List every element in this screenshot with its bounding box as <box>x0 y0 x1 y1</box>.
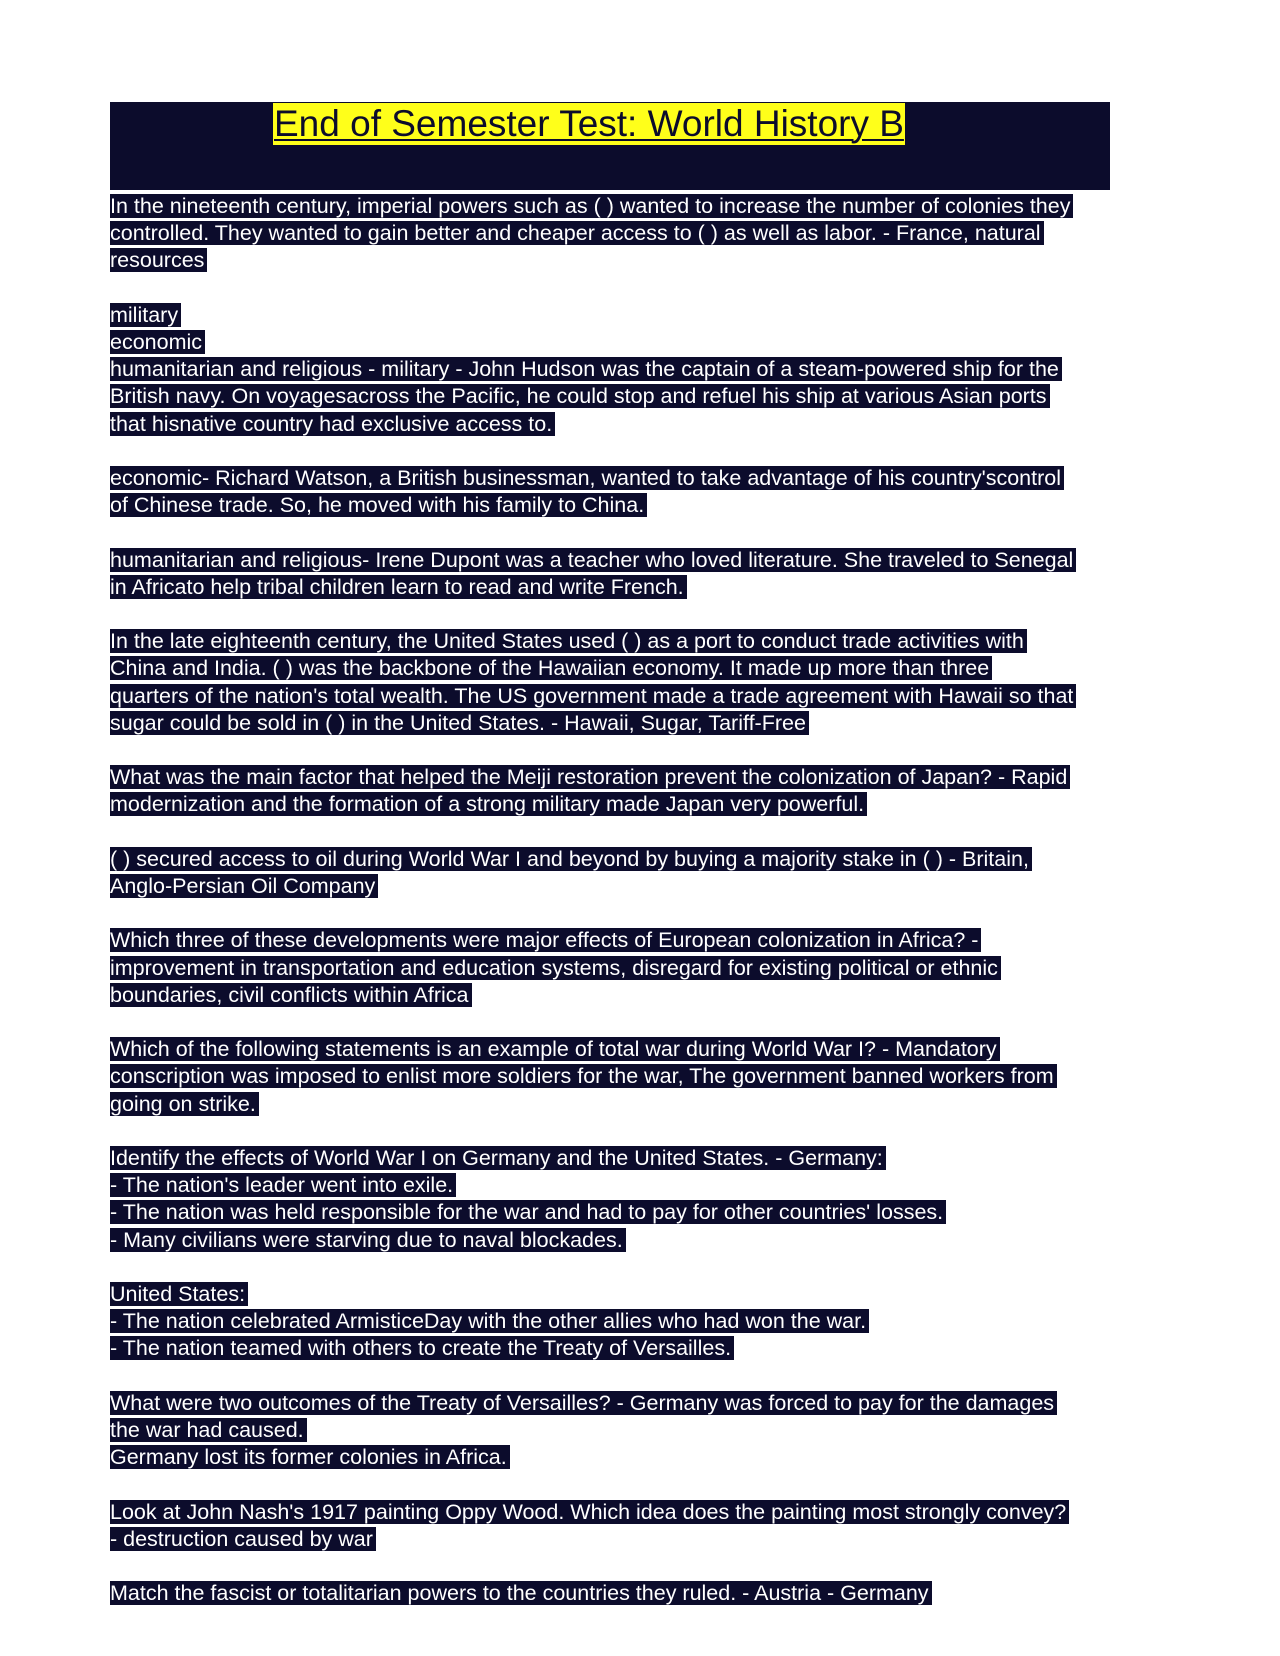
text-line: United States: <box>110 1282 248 1306</box>
paragraph <box>110 1281 1170 1363</box>
paragraph <box>110 1036 1170 1118</box>
paragraph-gap <box>110 519 1170 546</box>
paragraph <box>110 846 1170 900</box>
text-line: that hisnative country had exclusive access to. <box>110 412 555 436</box>
paragraph <box>110 1145 1170 1254</box>
text-line: Germany lost its former colonies in Africa. <box>110 1445 510 1469</box>
text-line: of Chinese trade. So, he moved with his family to China. <box>110 493 647 517</box>
paragraph-gap <box>110 601 1170 628</box>
paragraph <box>110 927 1170 1009</box>
paragraph-gap <box>110 900 1170 927</box>
text-line: What were two outcomes of the Treaty of Versailles? - Germany was forced to pay for the damages <box>110 1391 1057 1415</box>
text-line: Which of the following statements is an example of total war during World War I? - Mandatory <box>110 1037 1000 1061</box>
text-line: What was the main factor that helped the Meiji restoration prevent the colonization of Japan? - Rapid <box>110 765 1070 789</box>
text-line: Match the fascist or totalitarian powers to the countries they ruled. - Austria - Germany <box>110 1581 932 1605</box>
paragraph-gap <box>110 1553 1170 1580</box>
text-line: - The nation teamed with others to create the Treaty of Versailles. <box>110 1336 734 1360</box>
text-line: the war had caused. <box>110 1418 307 1442</box>
text-line: - The nation was held responsible for the war and had to pay for other countries' losses. <box>110 1200 946 1224</box>
paragraph-gap <box>110 275 1170 302</box>
text-line: going on strike. <box>110 1092 259 1116</box>
paragraph-gap <box>110 1363 1170 1390</box>
text-line: in Africato help tribal children learn to read and write French. <box>110 575 687 599</box>
text-line: ( ) secured access to oil during World War I and beyond by buying a majority stake in ( ) - Britain, <box>110 847 1032 871</box>
text-line: conscription was imposed to enlist more soldiers for the war, The government banned workers from <box>110 1064 1057 1088</box>
paragraph <box>110 302 1170 438</box>
text-line: China and India. ( ) was the backbone of the Hawaiian economy. It made up more than three <box>110 656 992 680</box>
document-body <box>110 193 1170 1607</box>
text-line: Identify the effects of World War I on Germany and the United States. - Germany: <box>110 1146 886 1170</box>
text-line: improvement in transportation and education systems, disregard for existing political or ethnic <box>110 956 1001 980</box>
paragraph-gap <box>110 737 1170 764</box>
text-line: humanitarian and religious- Irene Dupont was a teacher who loved literature. She traveled to Senegal <box>110 548 1076 572</box>
paragraph-gap <box>110 819 1170 846</box>
paragraph <box>110 1499 1170 1553</box>
text-line: quarters of the nation's total wealth. The US government made a trade agreement with Hawaii so that <box>110 684 1076 708</box>
paragraph <box>110 547 1170 601</box>
paragraph-gap <box>110 438 1170 465</box>
text-line: Which three of these developments were major effects of European colonization in Africa? - <box>110 928 981 952</box>
paragraph <box>110 764 1170 818</box>
text-line: sugar could be sold in ( ) in the United States. - Hawaii, Sugar, Tariff-Free <box>110 711 809 735</box>
text-line: modernization and the formation of a strong military made Japan very powerful. <box>110 792 867 816</box>
paragraph <box>110 628 1170 737</box>
paragraph-gap <box>110 1471 1170 1498</box>
paragraph-gap <box>110 1118 1170 1145</box>
text-line: Look at John Nash's 1917 painting Oppy Wood. Which idea does the painting most strongly convey? <box>110 1500 1069 1524</box>
paragraph-gap <box>110 1254 1170 1281</box>
text-line: humanitarian and religious - military - John Hudson was the captain of a steam-powered ship for the <box>110 357 1062 381</box>
paragraph <box>110 193 1170 275</box>
text-line: British navy. On voyagesacross the Pacific, he could stop and refuel his ship at various Asian ports <box>110 384 1050 408</box>
paragraph <box>110 1390 1170 1472</box>
paragraph <box>110 465 1170 519</box>
text-line: boundaries, civil conflicts within Africa <box>110 983 472 1007</box>
text-line: controlled. They wanted to gain better and cheaper access to ( ) as well as labor. - France, natural <box>110 221 1044 245</box>
text-line: - The nation's leader went into exile. <box>110 1173 456 1197</box>
text-line: resources <box>110 248 207 272</box>
text-line: economic- Richard Watson, a British businessman, wanted to take advantage of his country'scontrol <box>110 466 1064 490</box>
text-line: Anglo-Persian Oil Company <box>110 874 378 898</box>
paragraph <box>110 1580 1170 1607</box>
text-line: - The nation celebrated ArmisticeDay with the other allies who had won the war. <box>110 1309 869 1333</box>
text-line: - destruction caused by war <box>110 1527 376 1551</box>
text-line: - Many civilians were starving due to naval blockades. <box>110 1228 626 1252</box>
text-line: In the late eighteenth century, the United States used ( ) as a port to conduct trade activities with <box>110 629 1027 653</box>
text-line: economic <box>110 330 205 354</box>
text-line: In the nineteenth century, imperial powers such as ( ) wanted to increase the number of colonies they <box>110 194 1073 218</box>
text-line: military <box>110 303 181 327</box>
paragraph-gap <box>110 1009 1170 1036</box>
page-title: End of Semester Test: World History B <box>274 103 904 144</box>
